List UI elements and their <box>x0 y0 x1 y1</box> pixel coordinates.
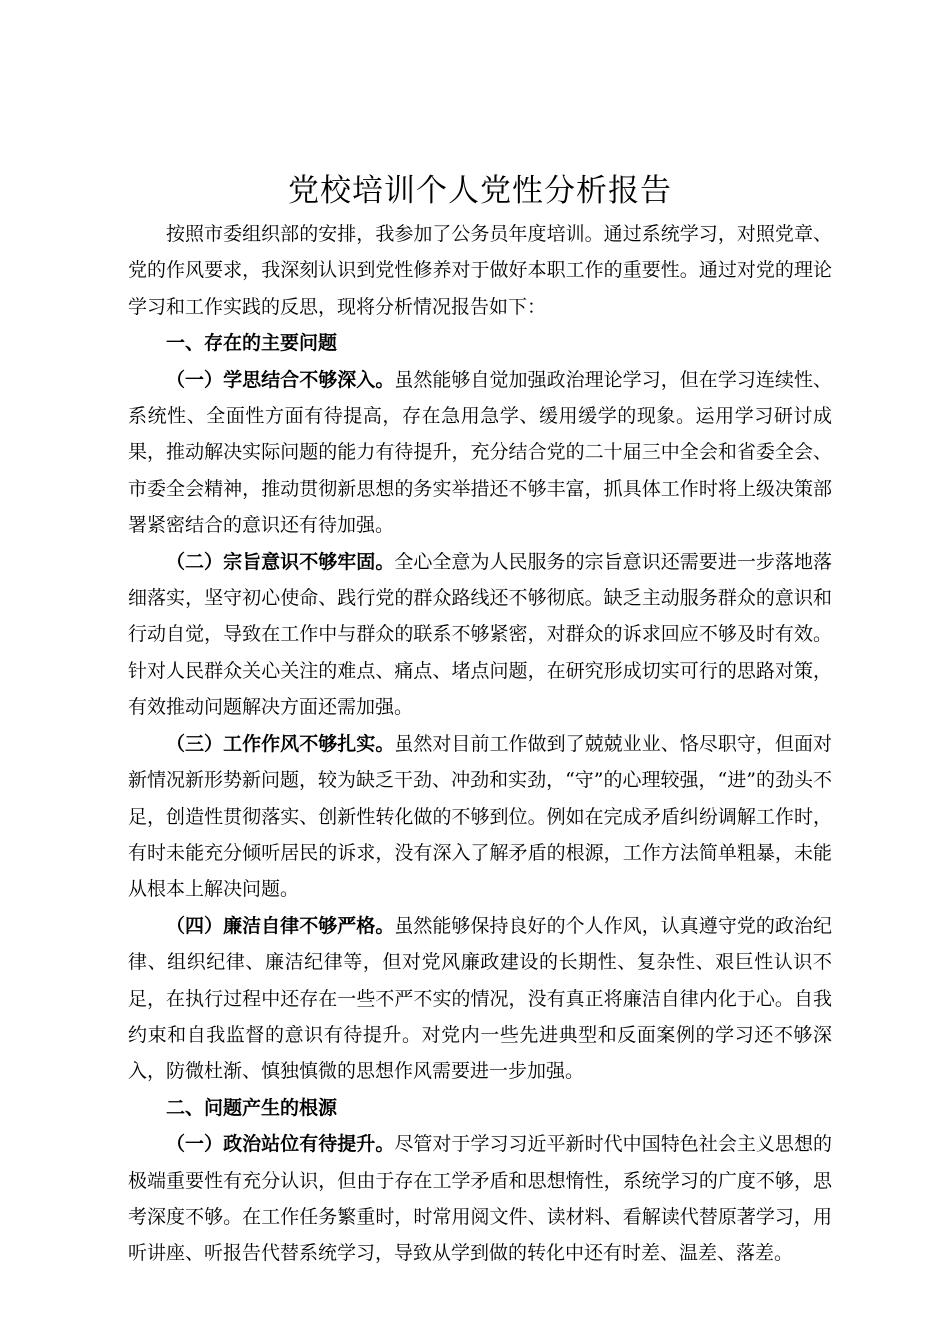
problem-lead-3: （三）工作作风不够扎实。 <box>166 732 395 755</box>
problem-lead-1: （一）学思结合不够深入。 <box>166 368 395 391</box>
problem-text-2: 全心全意为人民服务的宗旨意识还需要进一步落地落细落实，坚守初心使命、践行党的群众路线还不够彻底。缺乏主动服务群众的意识和行动自觉，导致在工作中与群众的联系不够紧密，对群众的诉求回应不够及时有效。针对人民群众关心关注的难点、痛点、堵点问题，在研究形成切实可行的思路对策，有效推动问题解决方面还需加强。 <box>128 550 832 719</box>
problem-paragraph-1 <box>128 362 832 544</box>
document-title: 党校培训个人党性分析报告 <box>288 173 672 209</box>
root-lead-1: （一）政治站位有待提升。 <box>166 1133 395 1156</box>
problem-lead-2: （二）宗旨意识不够牢固。 <box>166 550 395 573</box>
root-text-1: 尽管对于学习习近平新时代中国特色社会主义思想的极端重要性有充分认识，但由于存在工学矛盾和思想惰性，系统学习的广度不够，思考深度不够。在工作任务繁重时，时常用阅文件、读材料、看解读代替原著学习，用听讲座、听报告代替系统学习，导致从学到做的转化中还有时差、温差、落差。 <box>128 1133 832 1265</box>
root-paragraph-1 <box>128 1126 832 1272</box>
intro-paragraph: 按照市委组织部的安排，我参加了公务员年度培训。通过系统学习，对照党章、党的作风要求，我深刻认识到党性修养对于做好本职工作的重要性。通过对党的理论学习和工作实践的反思，现将分析情况报告如下： <box>128 223 832 318</box>
section-heading-problems: 一、存在的主要问题 <box>166 332 338 355</box>
problem-paragraph-3 <box>128 726 832 908</box>
problem-text-1: 虽然能够自觉加强政治理论学习，但在学习连续性、系统性、全面性方面有待提高，存在急用急学、缓用缓学的现象。运用学习研讨成果，推动解决实际问题的能力有待提升，充分结合党的二十届三中全会和省委全会、市委全会精神，推动贯彻新思想的务实举措还不够丰富，抓具体工作时将上级决策部署紧密结合的意识还有待加强。 <box>128 368 832 537</box>
problem-text-3: 虽然对目前工作做到了兢兢业业、恪尽职守，但面对新情况新形势新问题，较为缺乏干劲、冲劲和实劲，“守”的心理较强，“进”的劲头不足，创造性贯彻落实、创新性转化做的不够到位。例如在完成矛盾纠纷调解工作时，有时未能充分倾听居民的诉求，没有深入了解矛盾的根源，工作方法简单粗暴，未能从根本上解决问题。 <box>128 732 832 901</box>
problem-paragraph-2 <box>128 544 832 726</box>
section-heading-roots: 二、问题产生的根源 <box>166 1096 338 1119</box>
document-page <box>128 168 832 1272</box>
problem-lead-4: （四）廉洁自律不够严格。 <box>166 914 395 937</box>
problem-paragraph-4 <box>128 908 832 1090</box>
problem-text-4: 虽然能够保持良好的个人作风，认真遵守党的政治纪律、组织纪律、廉洁纪律等，但对党风廉政建设的长期性、复杂性、艰巨性认识不足，在执行过程中还存在一些不严不实的情况，没有真正将廉洁自律内化于心。自我约束和自我监督的意识有待提升。对党内一些先进典型和反面案例的学习还不够深入，防微杜渐、慎独慎微的思想作风需要进一步加强。 <box>128 914 832 1083</box>
